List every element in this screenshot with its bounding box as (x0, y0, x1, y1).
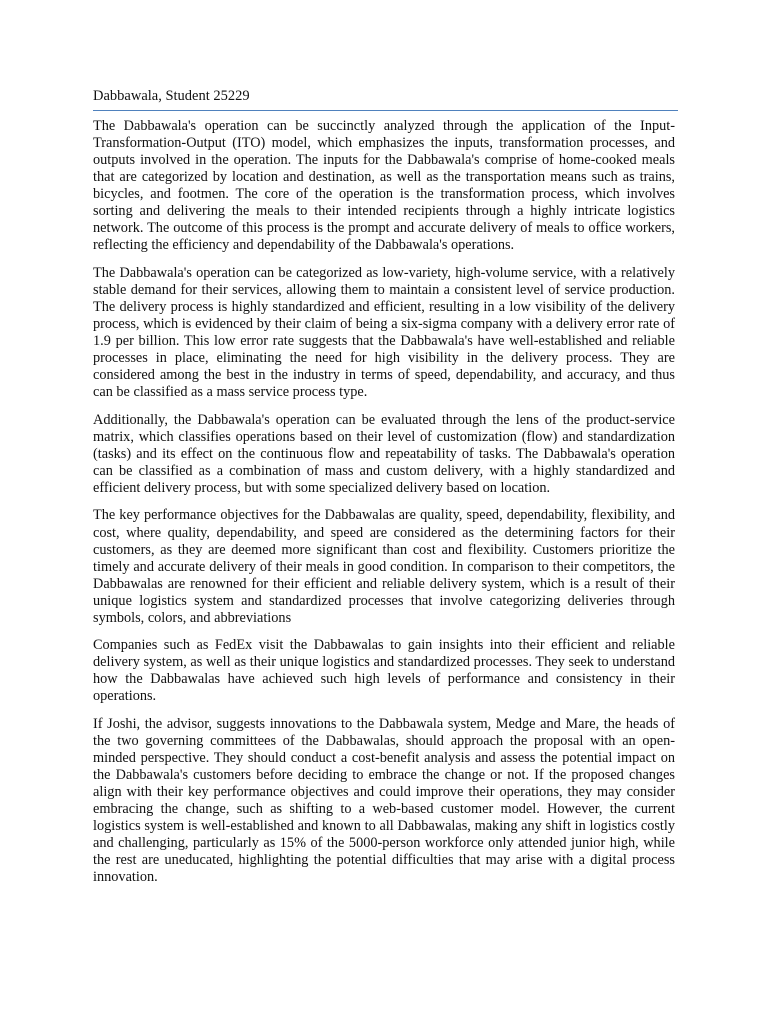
paragraph-innovation: If Joshi, the advisor, suggests innovations to the Dabbawala system, Medge and Mare, the heads of the two governing committees of the Dabbawalas, should approach the proposal with an open-minded perspective. They should conduct a cost-benefit analysis and assess the potential impact on the Dabbawala's customers before deciding to embrace the change or not. If the proposed changes align with their key performance objectives and could improve their operations, they may consider embracing the change, such as shifting to a web-based customer model. However, the current logistics system is well-established and known to all Dabbawalas, making any shift in logistics costly and challenging, particularly as 15% of the 5000-person workforce only attended junior high, while the rest are uneducated, highlighting the potential difficulties that may arise with a digital process innovation. (93, 716, 675, 886)
document-body (93, 118, 675, 897)
page-header (93, 86, 678, 111)
paragraph-process-type: The Dabbawala's operation can be categorized as low-variety, high-volume service, with a relatively stable demand for their services, allowing them to maintain a consistent level of service production. The delivery process is highly standardized and efficient, resulting in a low visibility of the delivery process, which is evidenced by their claim of being a six-sigma company with a delivery error rate of 1.9 per billion. This low error rate suggests that the Dabbawala's have well-established and reliable processes in place, eliminating the need for high visibility in the delivery process. They are considered among the best in the industry in terms of speed, dependability, and accuracy, and thus can be classified as a mass service process type. (93, 264, 675, 401)
paragraph-ito-model: The Dabbawala's operation can be succinctly analyzed through the application of the Input-Transformation-Output (ITO) model, which emphasizes the inputs, transformation processes, and outputs involved in the operation. The inputs for the Dabbawala's comprise of home-cooked meals that are categorized by location and destination, as well as the transportation means such as trains, bicycles, and footmen. The core of the operation is the transformation process, which involves sorting and delivering the meals to their intended recipients through a highly intricate logistics network. The outcome of this process is the prompt and accurate delivery of meals to office workers, reflecting the efficiency and dependability of the Dabbawala's operations. (93, 118, 675, 254)
paragraph-product-service-matrix: Additionally, the Dabbawala's operation can be evaluated through the lens of the product-service matrix, which classifies operations based on their level of customization (flow) and standardization (tasks) and its effect on the continuous flow and repeatability of tasks. The Dabbawala's operation can be classified as a combination of mass and custom delivery, with a highly standardized and efficient delivery process, but with some specialized delivery based on location. (93, 411, 675, 496)
paragraph-performance-objectives: The key performance objectives for the Dabbawalas are quality, speed, dependability, flexibility, and cost, where quality, dependability, and speed are considered as the determining factors for their customers, as they are deemed more significant than cost and flexibility. Customers prioritize the timely and accurate delivery of their meals in good condition. In comparison to their competitors, the Dabbawalas are renowned for their efficient and reliable delivery system, which is a result of their unique logistics system and standardized processes that involve categorizing deliveries through symbols, colors, and abbreviations (93, 507, 675, 626)
header-title: Dabbawala, Student 25229 (93, 88, 250, 104)
paragraph-fedex: Companies such as FedEx visit the Dabbawalas to gain insights into their efficient and reliable delivery system, as well as their unique logistics and standardized processes. They seek to understand how the Dabbawalas have achieved such high levels of performance and consistency in their operations. (93, 637, 675, 705)
